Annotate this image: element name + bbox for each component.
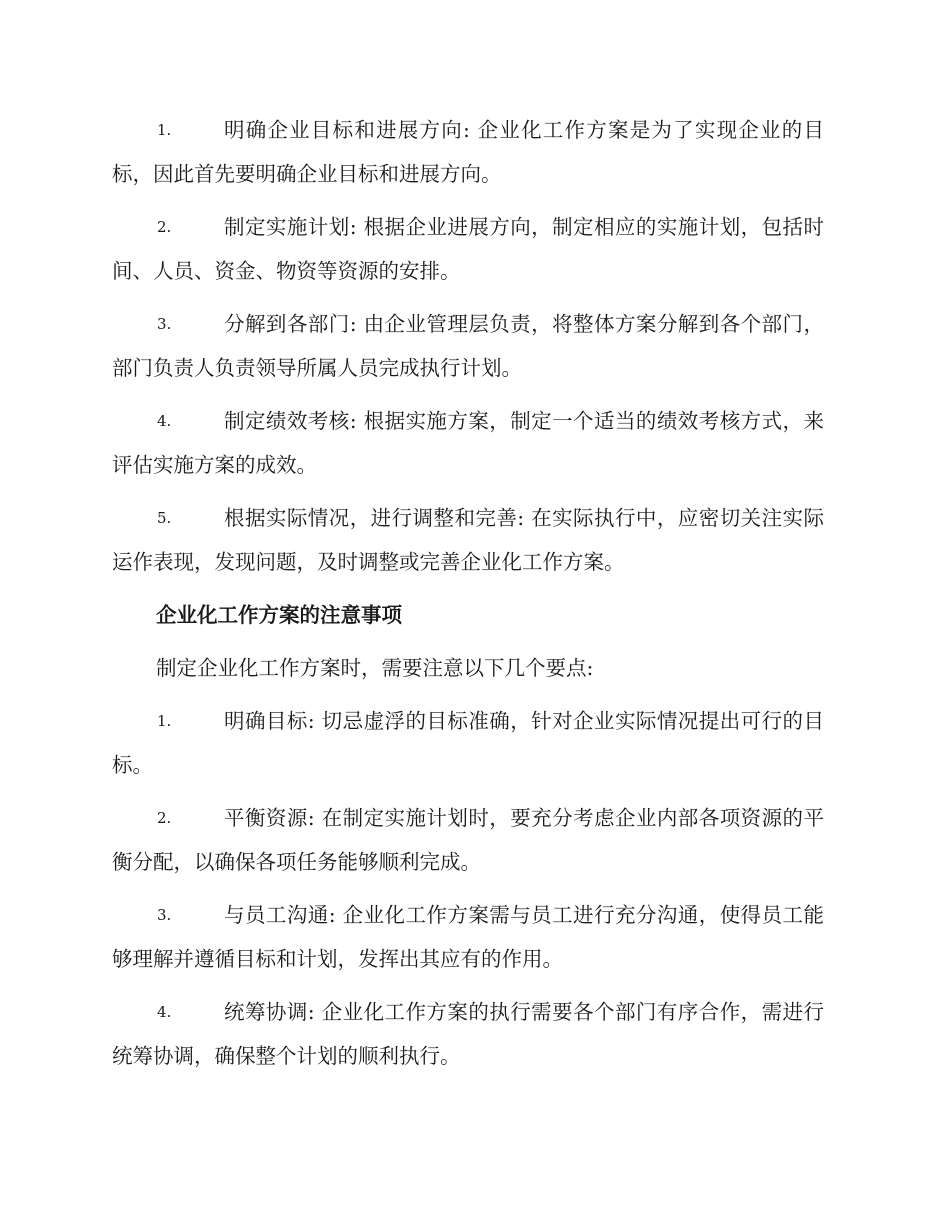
list-text: 明确企业目标和进展方向: 企业化工作方案是为了实现企业的目标，因此首先要明确企业目标和进展方向。 (112, 118, 824, 186)
list-item (112, 108, 824, 196)
list-text: 制定绩效考核: 根据实施方案，制定一个适当的绩效考核方式，来评估实施方案的成效。 (112, 409, 824, 477)
list-number: 2. (157, 809, 172, 827)
list-number: 4. (157, 412, 172, 430)
list-text: 明确目标: 切忌虚浮的目标准确，针对企业实际情况提出可行的目标。 (112, 709, 824, 777)
list-text: 平衡资源: 在制定实施计划时，要充分考虑企业内部各项资源的平衡分配，以确保各项任务能够顺利完成。 (112, 806, 824, 874)
document-body (112, 108, 824, 1087)
list-number: 1. (157, 121, 172, 139)
list-text: 分解到各部门: 由企业管理层负责，将整体方案分解到各个部门，部门负责人负责领导所属人员完成执行计划。 (112, 312, 824, 380)
list-item (112, 796, 824, 884)
list-number: 1. (157, 712, 172, 730)
list-number: 3. (157, 906, 172, 924)
list-text: 与员工沟通: 企业化工作方案需与员工进行充分沟通，使得员工能够理解并遵循目标和计划，发挥出其应有的作用。 (112, 903, 824, 971)
list-item (112, 399, 824, 487)
list-item (112, 496, 824, 584)
list-item (112, 205, 824, 293)
list-text: 统筹协调: 企业化工作方案的执行需要各个部门有序合作，需进行统筹协调，确保整个计划的顺利执行。 (112, 1000, 824, 1068)
list-item (112, 302, 824, 390)
list-number: 3. (157, 315, 172, 333)
list-text: 制定实施计划: 根据企业进展方向，制定相应的实施计划，包括时间、人员、资金、物资等资源的安排。 (112, 215, 824, 283)
list-number: 5. (157, 509, 172, 527)
list-item (112, 990, 824, 1078)
list-number: 4. (157, 1003, 172, 1021)
list-number: 2. (157, 218, 172, 236)
list-text: 根据实际情况，进行调整和完善: 在实际执行中，应密切关注实际运作表现，发现问题，及时调整或完善企业化工作方案。 (112, 506, 824, 574)
section-heading: 企业化工作方案的注意事项 (156, 603, 402, 627)
intro-paragraph: 制定企业化工作方案时，需要注意以下几个要点: (156, 656, 594, 680)
list-item (112, 893, 824, 981)
list-item (112, 699, 824, 787)
